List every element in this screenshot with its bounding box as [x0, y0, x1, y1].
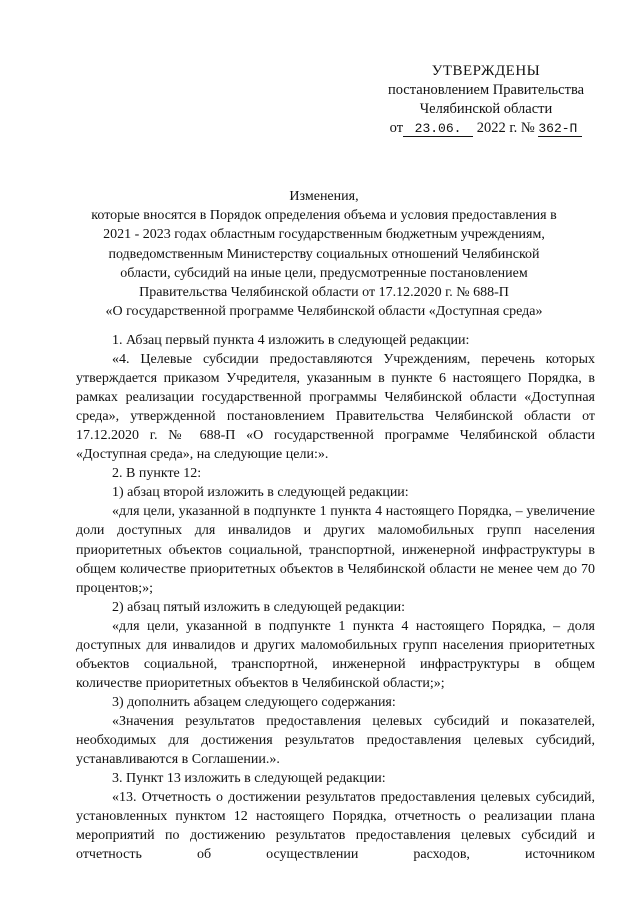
- title-line: 2021 - 2023 годах областным государственным бюджетным учреждениям,: [103, 227, 545, 243]
- approval-year: 2022 г. №: [476, 120, 535, 136]
- paragraph: «13. Отчетность о достижении результатов предоставления целевых субсидий, установленных пунктом 12 настоящего Порядка, отчетность о реализации плана мероприятий по достижению результатов предоставления целевых субсидий и отчетность об осуществлении расходов, источником: [76, 790, 595, 863]
- paragraph: 3. Пункт 13 изложить в следующей редакции:: [112, 771, 386, 787]
- paragraph: 2) абзац пятый изложить в следующей редакции:: [112, 599, 405, 615]
- paragraph: 2. В пункте 12:: [112, 466, 202, 482]
- document-body: [76, 331, 595, 864]
- paragraph: «для цели, указанной в подпункте 1 пункта 4 настоящего Порядка, – доля доступных для инвалидов и других маломобильных групп населения приоритетных объектов социальной, транспортной, инженерной инфраструктуры в общем количестве приоритетных объектов в Челябинской области;»;: [76, 618, 595, 691]
- approval-line-1: постановлением Правительства: [387, 82, 585, 98]
- title-line: «О государственной программе Челябинской области «Доступная среда»: [105, 304, 543, 320]
- paragraph: «Значения результатов предоставления целевых субсидий и показателей, необходимых для достижения результатов предоставления целевых субсидий, устанавливаются в Соглашении.».: [76, 713, 595, 768]
- approval-date-line: [376, 119, 596, 138]
- approval-heading: УТВЕРЖДЕНЫ: [431, 63, 541, 79]
- approval-from: от: [389, 120, 404, 136]
- approval-number: 362-П: [538, 122, 582, 137]
- paragraph: 1. Абзац первый пункта 4 изложить в следующей редакции:: [112, 333, 470, 348]
- approval-date: 23.06.: [403, 122, 473, 137]
- approval-line-2: Челябинской области: [419, 101, 553, 117]
- title-line: области, субсидий на иные цели, предусмотренные постановлением: [120, 265, 528, 281]
- approval-block: [376, 62, 596, 138]
- paragraph: «для цели, указанной в подпункте 1 пункта 4 настоящего Порядка, – увеличение доли доступных для инвалидов и других маломобильных групп населения приоритетных объектов социальной, транспортной, инженерной инфраструктуры в общем количестве приоритетных объектов в Челябинской области не менее чем до 70 процентов;»;: [76, 504, 595, 596]
- title-line: подведомственным Министерству социальных отношений Челябинской: [108, 246, 540, 262]
- paragraph: 3) дополнить абзацем следующего содержания:: [112, 694, 396, 710]
- title-line: Изменения,: [289, 189, 359, 204]
- title-line: Правительства Челябинской области от 17.12.2020 г. № 688-П: [139, 285, 509, 301]
- title-line: которые вносятся в Порядок определения объема и условия предоставления в: [91, 208, 557, 224]
- paragraph: «4. Целевые субсидии предоставляются Учреждениям, перечень которых утверждается приказом Учредителя, указанным в пункте 6 настоящего Порядка, в рамках реализации государственной программы Челябинской области «Доступная среда», утвержденной постановлением Правительства Челябинской области от 17.12.2020 г. № 688-П «О государственной программе Челябинской области «Доступная среда», на следующие цели:».: [76, 352, 595, 463]
- paragraph: 1) абзац второй изложить в следующей редакции:: [112, 485, 409, 501]
- document-title: [64, 187, 584, 321]
